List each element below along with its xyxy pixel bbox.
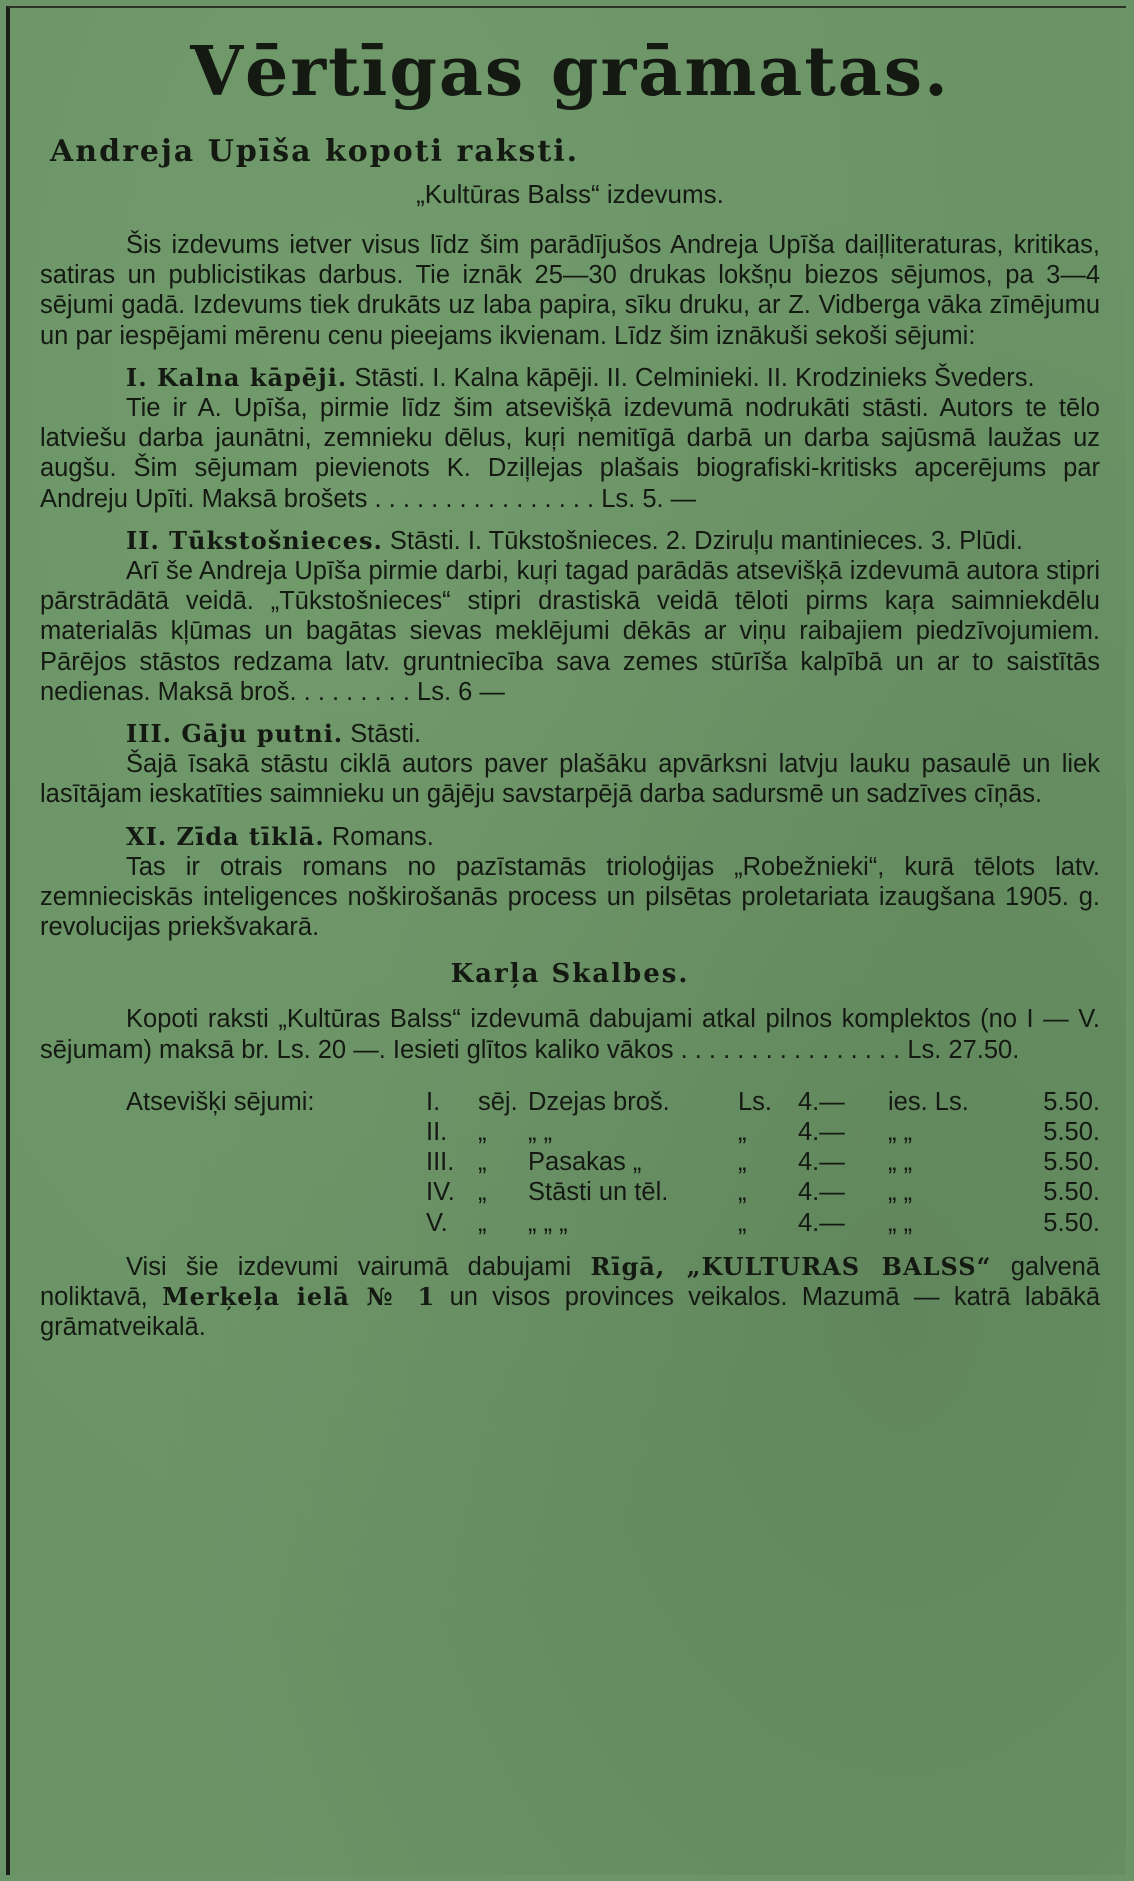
footer-city: Rīgā, „KULTURAS BALSS“ bbox=[590, 1251, 992, 1281]
volume-number: I. bbox=[426, 1087, 441, 1116]
book-4-contents: Romans. bbox=[331, 822, 434, 851]
volume-number: V. bbox=[426, 1208, 448, 1237]
volume-title: „ „ bbox=[528, 1118, 553, 1147]
volume-ls: „ bbox=[738, 1178, 747, 1207]
skalbe-heading: Karļa Skalbes. bbox=[450, 959, 690, 990]
book-1-dots: . . . . . . . . . . . . . . . . bbox=[374, 484, 595, 513]
book-1-description bbox=[40, 393, 1100, 514]
volume-ls: Ls. bbox=[738, 1087, 773, 1116]
publisher-note: „Kultūras Balss“ izdevums. bbox=[416, 179, 724, 209]
page-title: Vērtīgas grāmatas. bbox=[190, 32, 950, 112]
book-2-description-text: Arī še Andreja Upīša pirmie darbi, kuŗi tagad parādās atsevišķā izdevumā autora stipri pārstrādātā veidā. „Tūkstošnieces“ stipri drastiskā veidā tēloti pirms kaŗa saimniekdēlu materialās kļūmas un bagātas sievas meklējumi dēkās ar viņu raibajiem piedzīvojumiem. Pārējos stāstos redzama latv. gruntniecība sava zemes stūrīša kalpībā un ar to saistītās nedienas. Maksā broš. bbox=[40, 557, 1100, 706]
volume-sej: „ bbox=[478, 1148, 487, 1177]
book-2-title: II. Tūkstošnieces. bbox=[126, 525, 383, 555]
skalbe-price: Ls. 27.50. bbox=[907, 1035, 1020, 1064]
volume-title: „ „ „ bbox=[528, 1208, 568, 1237]
volume-sej: „ bbox=[478, 1208, 487, 1237]
book-1-description-text: Tie ir A. Upīša, pirmie līdz šim atsevišķā izdevumā nodrukāti stāsti. Autors te tēlo latviešu darba jaunātni, zemnieku dēlus, kuŗi nemitīgā darbā un darba sajūsmā laužas uz augšu. Šim sējumam pievienots K. Dziļlejas plašais biografiski-kritisks apcerējums par Andreju Upīti. Maksā brošets bbox=[40, 394, 1100, 513]
book-3-contents: Stāsti. bbox=[350, 720, 422, 749]
book-3-description: Šajā īsakā stāstu ciklā autors paver plašāku apvārksni latvju lauku pasaulē un liek lasītājam ieskatīties saimnieku un gājēju savstarpējā darba sadursmē un sadzīves cīņās. bbox=[40, 750, 1100, 809]
book-1-contents: Stāsti. I. Kalna kāpēji. II. Celminieki. II. Krodzinieks Šveders. bbox=[354, 363, 1035, 392]
table-row bbox=[40, 1117, 1100, 1147]
book-2-heading bbox=[40, 526, 1100, 556]
table-row bbox=[40, 1087, 1100, 1117]
volume-title: Dzejas broš. bbox=[528, 1087, 670, 1116]
volume-sej: „ bbox=[478, 1178, 487, 1207]
volume-ls: „ bbox=[738, 1208, 747, 1237]
book-2-price: Ls. 6 — bbox=[417, 677, 505, 706]
volume-ls: „ bbox=[738, 1148, 747, 1177]
book-2-description bbox=[40, 556, 1100, 707]
book-3-heading bbox=[40, 719, 1100, 749]
volume-bound-label: „ „ bbox=[888, 1208, 913, 1237]
empty-cell bbox=[40, 1147, 426, 1177]
volume-price: 4.— bbox=[798, 1118, 845, 1147]
volume-price: 4.— bbox=[798, 1148, 845, 1177]
book-4-heading bbox=[40, 822, 1100, 852]
volume-number: III. bbox=[426, 1148, 455, 1177]
book-3-title: III. Gāju putni. bbox=[126, 719, 344, 749]
intro-paragraph: Šis izdevums ietver visus līdz šim parādījušos Andreja Upīša daiļliteraturas, kritikas, satiras un publicistikas darbus. Tie iznāk 25—30 drukas lokšņu biezos sējumos, pa 3—4 sējumi gadā. Izdevums tiek drukāts uz laba papira, sīku druku, ar Z. Vidberga vāka zīmējumu un par iespējami mērenu cenu pieejams ikvienam. Līdz šim iznākuši sekoši sējumi: bbox=[40, 231, 1100, 350]
volume-sej: „ bbox=[478, 1118, 487, 1147]
volume-ls: „ bbox=[738, 1118, 747, 1147]
empty-cell bbox=[40, 1117, 426, 1147]
empty-cell bbox=[40, 1208, 426, 1238]
footer-paragraph bbox=[40, 1252, 1100, 1343]
empty-cell bbox=[40, 1177, 426, 1207]
footer-after: un visos provinces veikalos. Mazumā — katrā labākā grāmatveikalā. bbox=[40, 1283, 1101, 1342]
volume-bound-label: „ „ bbox=[888, 1178, 913, 1207]
collection-heading: Andreja Upīša kopoti raksti. bbox=[50, 134, 580, 169]
volumes-table bbox=[40, 1087, 1100, 1238]
book-1-price: Ls. 5. — bbox=[601, 484, 697, 513]
advertisement-content bbox=[40, 32, 1100, 1343]
volume-price: 4.— bbox=[798, 1178, 845, 1207]
volume-bound-price: 5.50. bbox=[1043, 1178, 1100, 1207]
book-2-contents: Stāsti. I. Tūkstošnieces. 2. Dziruļu mantinieces. 3. Plūdi. bbox=[389, 526, 1023, 555]
skalbe-dots: . . . . . . . . . . . . . . . . bbox=[680, 1035, 901, 1064]
volume-bound-label: „ „ bbox=[888, 1118, 913, 1147]
volume-bound-price: 5.50. bbox=[1043, 1148, 1100, 1177]
volume-bound-label: ies. Ls. bbox=[888, 1087, 969, 1116]
volume-bound-price: 5.50. bbox=[1043, 1118, 1100, 1147]
book-2-dots: . . . . . . . . bbox=[303, 677, 410, 706]
table-row bbox=[40, 1177, 1100, 1207]
volume-bound-price: 5.50. bbox=[1043, 1208, 1100, 1237]
volume-title: Pasakas „ bbox=[528, 1148, 642, 1177]
book-1-title: I. Kalna kāpēji. bbox=[126, 362, 348, 392]
advertisement-page bbox=[6, 6, 1126, 1875]
book-1-heading bbox=[40, 363, 1100, 393]
volume-title: Stāsti un tēl. bbox=[528, 1178, 669, 1207]
table-row bbox=[40, 1208, 1100, 1238]
book-4-title: XI. Zīda tīklā. bbox=[126, 821, 325, 851]
footer-middle: galvenā noliktavā, bbox=[40, 1252, 1101, 1312]
volume-sej: sēj. bbox=[478, 1087, 518, 1116]
book-4-description: Tas ir otrais romans no pazīstamās trioloģijas „Robežnieki“, kurā tēlots latv. zemnieciskās inteligences noškirošanās process un pilsētas proletariata izaugšana 1905. g. revolucijas priekšvakarā. bbox=[40, 852, 1100, 942]
footer-before-city: Visi šie izdevumi vairumā dabujami bbox=[126, 1252, 572, 1281]
volume-price: 4.— bbox=[798, 1208, 845, 1237]
volume-number: II. bbox=[426, 1118, 448, 1147]
table-row bbox=[40, 1147, 1100, 1177]
volume-number: IV. bbox=[426, 1178, 455, 1207]
volume-bound-label: „ „ bbox=[888, 1148, 913, 1177]
volume-price: 4.— bbox=[798, 1087, 845, 1116]
skalbe-text: Kopoti raksti „Kultūras Balss“ izdevumā dabujami atkal pilnos komplektos (no I — V. sējumam) maksā br. Ls. 20 —. Iesieti glītos kaliko vākos bbox=[40, 1005, 1100, 1064]
footer-address: Merķeļa ielā № 1 bbox=[162, 1282, 436, 1312]
skalbe-paragraph bbox=[40, 1004, 1100, 1064]
volume-bound-price: 5.50. bbox=[1043, 1087, 1100, 1116]
volumes-label: Atsevišķi sējumi: bbox=[126, 1087, 315, 1116]
